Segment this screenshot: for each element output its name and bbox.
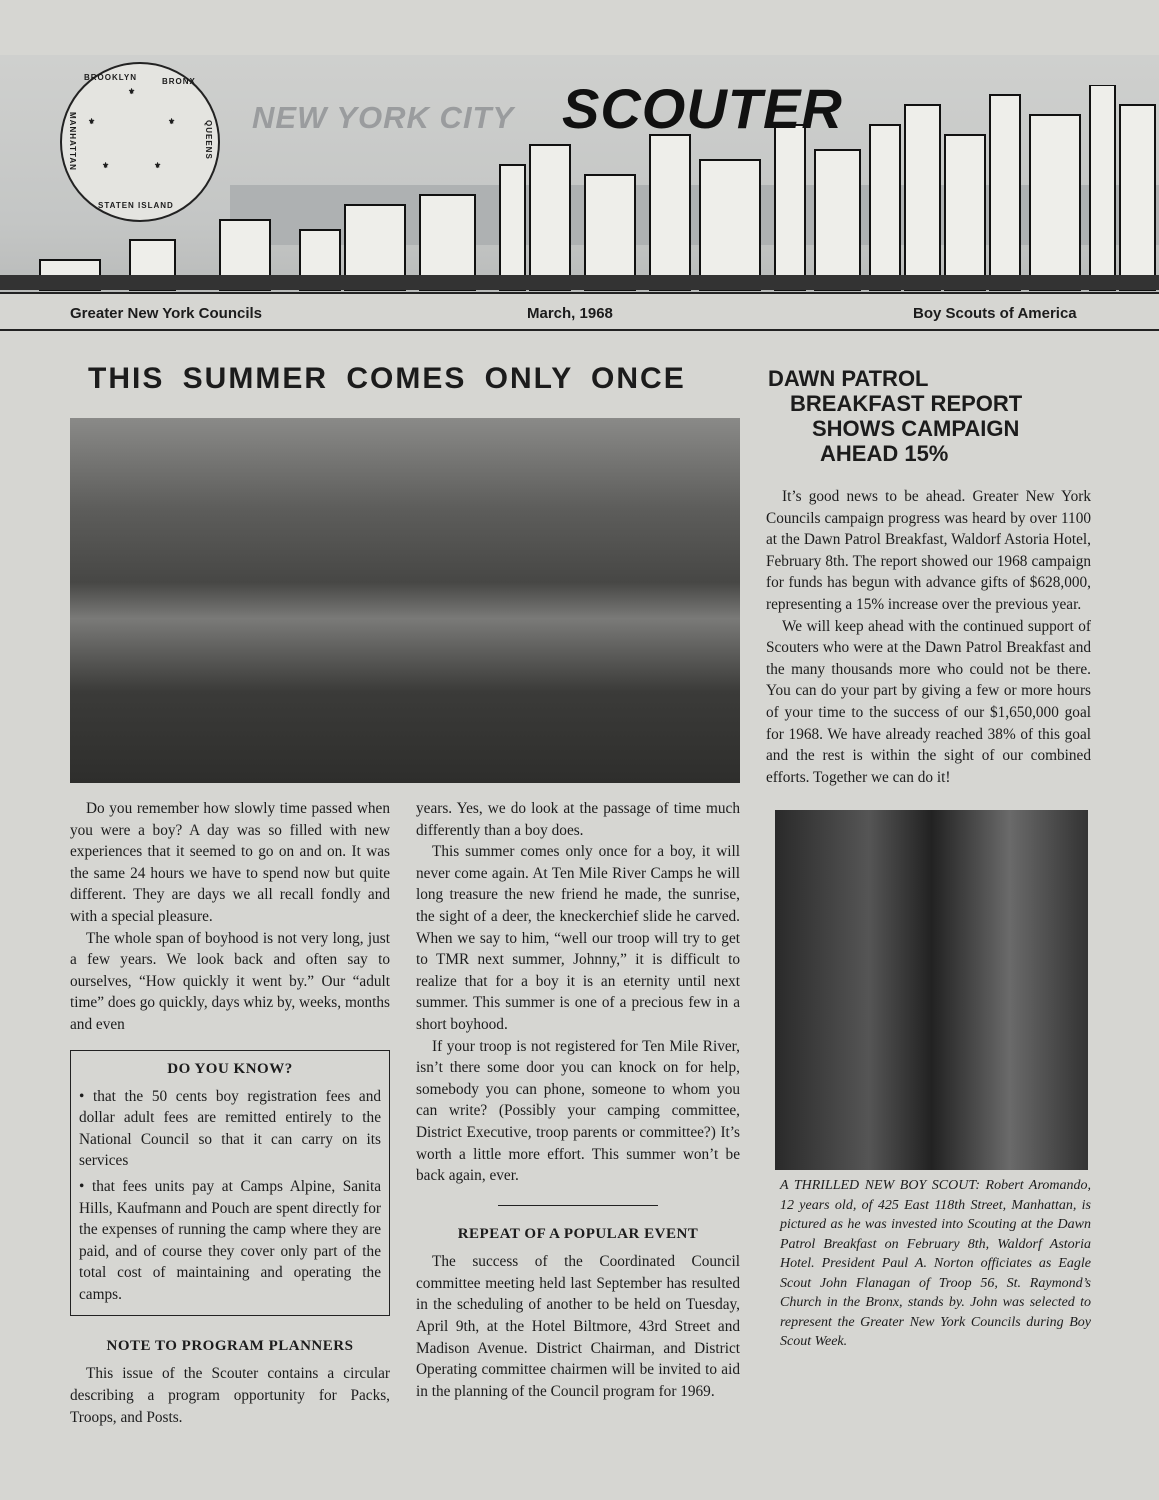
divider	[0, 329, 1159, 331]
fleur-de-lis-icon: ⚜	[128, 87, 137, 96]
article-col-1	[70, 798, 390, 1428]
paragraph: It’s good news to be ahead. Greater New York Councils campaign progress was heard by over 1100 at the Dawn Patrol Breakfast, Waldorf Astoria Hotel, February 8th. The report showed our 1968 campaign for funds has begun with advance gifts of $628,000, representing a 15% increase over the previous year.	[766, 488, 1091, 613]
paragraph: We will keep ahead with the continued support of Scouters who were at the Dawn Patrol Breakfast and the many thousands more who could not be there. You can do your part by giving a few or more hours of your time to the success of our $1,650,000 goal for 1968. We have already reached 38% of this goal and the rest is within the sight of our combined efforts. Together we can do it!	[766, 617, 1091, 786]
do-you-know-box	[70, 1050, 390, 1317]
paragraph: The whole span of boyhood is not very long, just a few years. We look back and often say to ourselves, “How quickly it went by.” Our “adult time” does go quickly, days whiz by, weeks, months and even	[70, 929, 390, 1033]
landscape-photo	[70, 418, 740, 783]
dawn-column	[766, 366, 1091, 1352]
divider	[498, 1205, 658, 1207]
publisher: Greater New York Councils	[70, 305, 263, 322]
fleur-de-lis-icon: ⚜	[88, 117, 97, 126]
photo-caption: A THRILLED NEW BOY SCOUT: Robert Aromando, 12 years old, of 425 East 118th Street, Manhattan, is pictured as he was invested into Scouting at the Dawn Patrol Breakfast on February 8th, Waldorf Astoria Hotel. President Paul A. Norton officiates as Eagle Scout John Flanagan of Troop 56, St. Raymond’s Church in the Bronx, stands by. John was selected to represent the Greater New York Councils during Boy Scout Week.	[780, 1178, 1091, 1350]
seal-text: STATEN ISLAND	[98, 201, 174, 210]
box-item: • that fees units pay at Camps Alpine, Sanita Hills, Kaufmann and Pouch are spent directly for the expenses of running the camp where they are paid, and of course they cover only part of the total cost of maintaining and operating the camps.	[79, 1177, 381, 1303]
paragraph: This summer comes only once for a boy, it will never come again. At Ten Mile River Camps he will long treasure the new friend he made, the sunrise, the sight of a deer, the kneckerchief slide he carved. When we say to him, “well our troop will try to get to TMR next summer, Johnny,” it is difficult to realize that for a boy it is an eternity until next summer. This summer is one of a precious few in a short boyhood.	[416, 843, 740, 1033]
divider	[0, 292, 1159, 294]
masthead-subtitle: NEW YORK CITY	[252, 100, 515, 135]
dawn-headline: DAWN PATROL	[768, 366, 929, 391]
fleur-de-lis-icon: ⚜	[102, 161, 111, 170]
dawn-headline: BREAKFAST REPORT	[790, 391, 1023, 416]
main-headline: THIS SUMMER COMES ONLY ONCE	[88, 362, 686, 395]
fleur-de-lis-icon: ⚜	[154, 161, 163, 170]
dawn-headline: AHEAD 15%	[820, 441, 949, 466]
fleur-de-lis-icon: ⚜	[168, 117, 177, 126]
repeat-title: REPEAT OF A POPULAR EVENT	[457, 1226, 699, 1243]
box-title: DO YOU KNOW?	[167, 1060, 293, 1077]
seal-text: QUEENS	[204, 120, 213, 160]
seal-text: MANHATTAN	[68, 112, 77, 171]
paragraph: The success of the Coordinated Council committee meeting held last September has resulted in the scheduling of another to be held on Tuesday, April 9th, at the Hotel Biltmore, 43rd Street and Madison Avenue. District Chairman, and District Operating committee chairmen will be invited to aid in the planning of the Council program for 1969.	[416, 1253, 740, 1400]
organization: Boy Scouts of America	[913, 305, 1077, 322]
paragraph: Do you remember how slowly time passed when you were a boy? A day was so filled with new experiences that it seemed to go on and on. It was the same 24 hours we have to spend now but quite different. They are days we all recall fondly and with a special pleasure.	[70, 800, 390, 925]
box-item: • that the 50 cents boy registration fees and dollar adult fees are remitted entirely to the National Council so that it can carry on its services	[79, 1087, 381, 1170]
paragraph: This issue of the Scouter contains a circular describing a program opportunity for Packs, Troops, and Posts.	[70, 1365, 390, 1426]
masthead-title: SCOUTER	[562, 77, 843, 140]
paragraph: years. Yes, we do look at the passage of time much differently than a boy does.	[416, 800, 740, 839]
article-col-2	[416, 798, 740, 1402]
council-seal	[60, 62, 220, 222]
seal-text: BROOKLYN	[84, 73, 138, 82]
paragraph: If your troop is not registered for Ten Mile River, isn’t there some door you can knock on for help, somebody you can phone, someone to whom you can write? (Possibly your camping committee, District Executive, troop parents or committee?) It’s worth a little more effort. This summer won’t be back again, ever.	[416, 1037, 740, 1185]
issue-date: March, 1968	[527, 305, 613, 322]
seal-text: BRONX	[162, 77, 196, 86]
dawn-headline: SHOWS CAMPAIGN	[812, 416, 1020, 441]
scout-ceremony-photo	[775, 810, 1088, 1170]
note-title: NOTE TO PROGRAM PLANNERS	[106, 1338, 354, 1355]
